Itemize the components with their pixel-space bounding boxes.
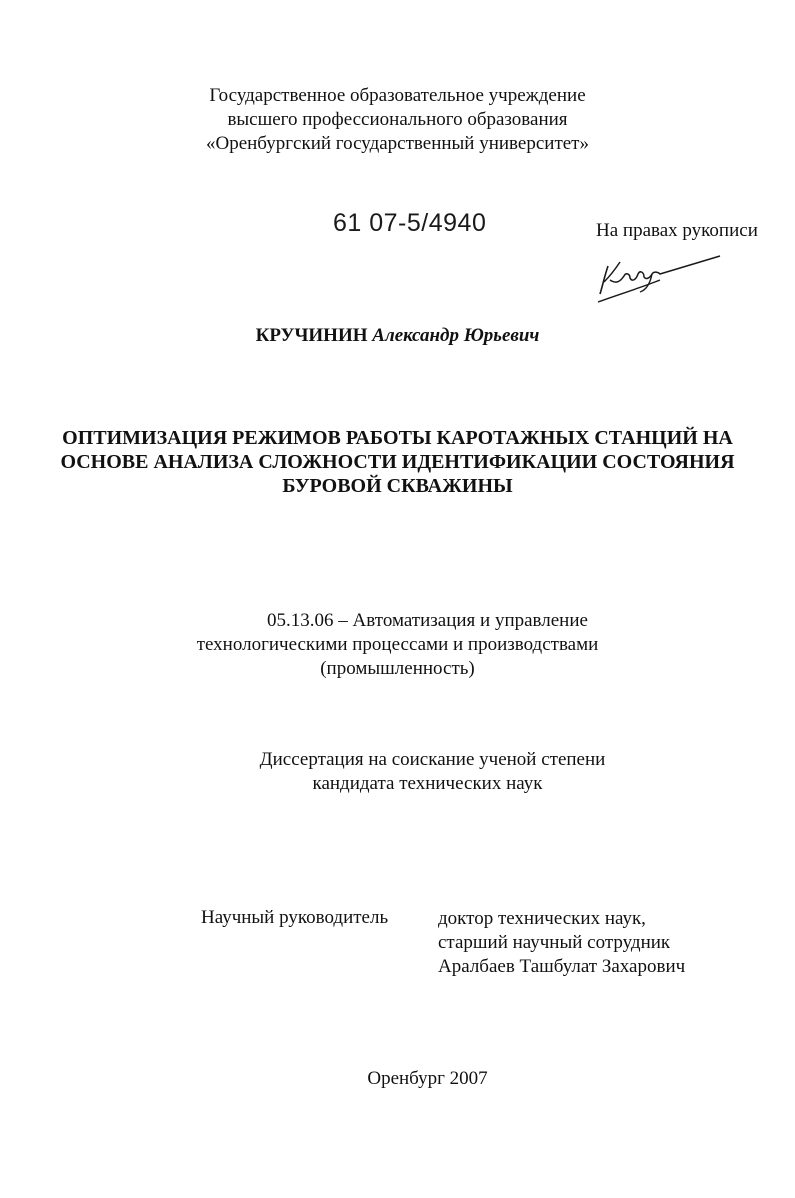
degree-line-2: кандидата технических наук	[312, 773, 543, 794]
title-line-1: ОПТИМИЗАЦИЯ РЕЖИМОВ РАБОТЫ КАРОТАЖНЫХ СТАНЦИЙ НА	[62, 427, 733, 449]
institution-line-3: «Оренбургский государственный университет»	[205, 133, 589, 154]
degree-block	[0, 748, 795, 796]
title-line-3: БУРОВОЙ СКВАЖИНЫ	[282, 475, 513, 497]
institution-line-1: Государственное образовательное учреждение	[209, 85, 586, 106]
supervisor-info	[438, 907, 685, 979]
degree-line-1: Диссертация на соискание ученой степени	[259, 749, 606, 770]
archive-code: 61 07-5/4940	[333, 209, 487, 237]
author-name	[0, 325, 795, 347]
supervisor-name: Аралбаев Ташбулат Захарович	[438, 956, 686, 977]
specialty-line-1: 05.13.06 – Автоматизация и управление	[267, 610, 588, 631]
institution-line-2: высшего профессионального образования	[227, 109, 568, 130]
title-line-2: ОСНОВЕ АНАЛИЗА СЛОЖНОСТИ ИДЕНТИФИКАЦИИ СОСТОЯНИЯ	[60, 451, 735, 473]
supervisor-rank: старший научный сотрудник	[438, 932, 671, 953]
dissertation-title	[0, 426, 795, 498]
specialty-block	[0, 609, 795, 681]
author-surname: КРУЧИНИН	[255, 325, 368, 346]
city-year: Оренбург 2007	[367, 1068, 488, 1089]
author-given-names: Александр Юрьевич	[372, 325, 540, 346]
supervisor-degree: доктор технических наук,	[438, 908, 646, 929]
specialty-line-2: технологическими процессами и производствами	[196, 634, 599, 655]
specialty-line-3: (промышленность)	[320, 658, 475, 679]
institution-header	[0, 84, 795, 156]
handwritten-signature	[590, 244, 730, 308]
supervisor-label: Научный руководитель	[201, 907, 389, 928]
rights-note: На правах рукописи	[596, 220, 758, 241]
